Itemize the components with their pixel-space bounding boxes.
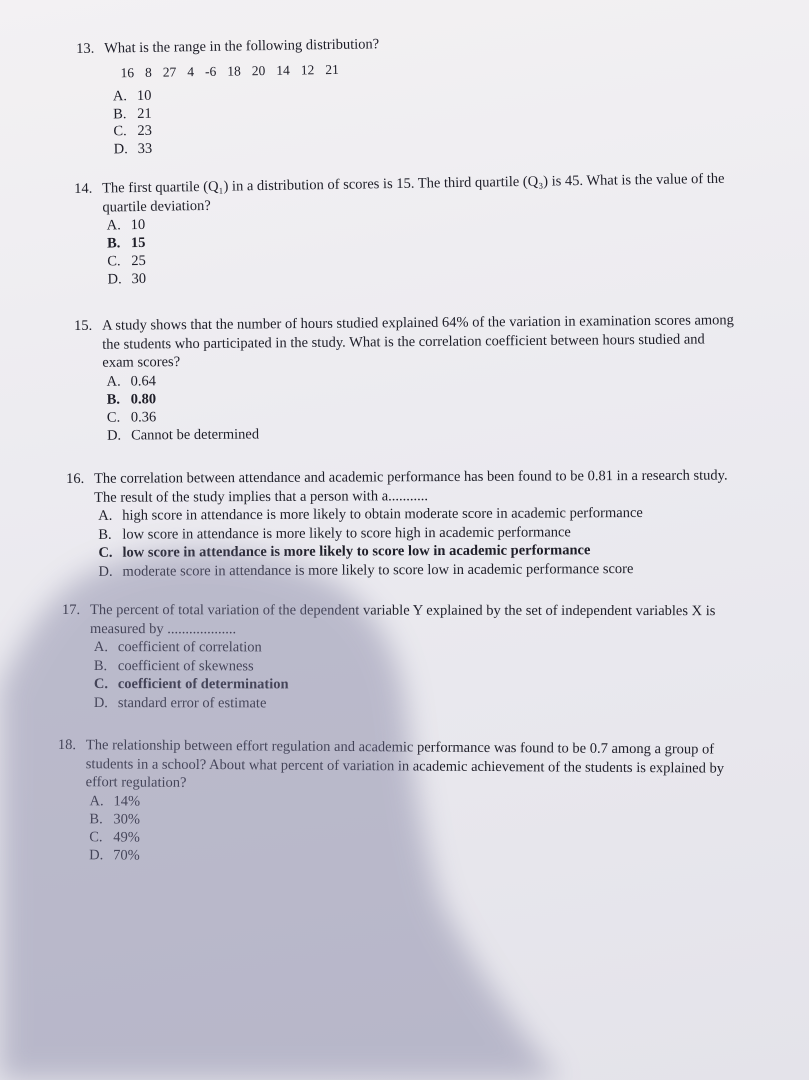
question-13 <box>76 35 381 159</box>
option-text: Cannot be determined <box>130 425 260 444</box>
question-16 <box>66 466 739 581</box>
option-d <box>94 694 744 714</box>
option-a <box>98 503 738 525</box>
question-number: 15. <box>74 317 93 334</box>
distribution-value: 16 <box>120 64 135 80</box>
question-stem <box>74 311 736 372</box>
option-letter: C. <box>113 123 127 140</box>
option-letter: A. <box>93 639 109 656</box>
option-text: 15 <box>130 234 146 252</box>
option-d <box>89 846 747 869</box>
option-list <box>77 84 381 159</box>
distribution-value: 27 <box>162 63 177 80</box>
option-letter: C. <box>106 409 121 426</box>
option-letter: C. <box>98 544 113 561</box>
option-text: high score in attendance is more likely to obtain moderate score in academic performance <box>122 504 643 524</box>
option-text: coefficient of skewness <box>117 657 254 674</box>
option-text: standard error of estimate <box>117 694 267 711</box>
option-letter: C. <box>93 676 108 693</box>
distribution-value: 14 <box>276 62 290 78</box>
question-number: 17. <box>61 602 81 619</box>
option-text: 23 <box>137 122 153 140</box>
option-letter: D. <box>107 271 122 288</box>
option-text: 30 <box>131 270 147 288</box>
option-list <box>66 503 738 581</box>
option-text: low score in attendance is more likely to score low in academic performance <box>122 542 591 561</box>
option-text: 70% <box>113 846 140 864</box>
question-text: A study shows that the number of hours studied explained 64% of the variation in examination scores among the students who participated in the study. What is the correlation coefficient between hours studied and exam scores? <box>102 312 734 371</box>
question-14 <box>74 170 738 289</box>
option-text: 21 <box>137 105 152 122</box>
option-letter: B. <box>106 235 121 252</box>
distribution-value: 20 <box>251 62 266 78</box>
option-letter: A. <box>112 88 128 105</box>
option-text: 30% <box>113 810 141 828</box>
option-letter: B. <box>113 105 127 122</box>
option-letter: A. <box>98 507 113 524</box>
option-letter: B. <box>93 657 108 674</box>
option-letter: A. <box>89 792 104 809</box>
question-stem <box>62 601 744 639</box>
option-text: 10 <box>136 87 152 105</box>
option-letter: D. <box>98 563 113 580</box>
option-list <box>57 791 747 868</box>
option-list <box>62 638 744 713</box>
question-text: The relationship between effort regulation and academic performance was found to be 0.7 among a group of students in a school? About what percent of variation in academic achievement of the students is explained by effort regulation? <box>85 737 725 791</box>
option-text: 10 <box>130 216 146 234</box>
option-d <box>98 559 738 581</box>
option-text: coefficient of correlation <box>117 639 262 656</box>
option-letter: D. <box>113 140 128 157</box>
option-text: 33 <box>137 140 153 157</box>
option-letter: B. <box>106 391 121 408</box>
option-letter: C. <box>107 253 121 270</box>
distribution-value: 21 <box>325 61 339 77</box>
option-a <box>94 638 744 658</box>
distribution-value: 12 <box>300 61 315 77</box>
question-stem <box>76 35 379 58</box>
distribution-value: 4 <box>187 63 195 79</box>
option-text: 14% <box>113 792 141 810</box>
option-text: 0.80 <box>130 390 157 408</box>
option-letter: D. <box>93 694 108 711</box>
option-text: low score in attendance is more likely to score high in academic performance <box>122 523 571 543</box>
option-list <box>74 367 737 445</box>
option-text: moderate score in attendance is more likely to score low in academic performance score <box>122 560 634 580</box>
question-17 <box>62 601 744 713</box>
option-text: 0.36 <box>130 408 157 426</box>
distribution-value: 18 <box>227 62 241 79</box>
question-stem <box>58 736 748 796</box>
option-letter: D. <box>89 846 104 863</box>
distribution-values <box>76 60 379 83</box>
question-18 <box>57 736 748 868</box>
option-d <box>114 137 381 159</box>
option-text: 49% <box>113 828 140 846</box>
question-text: What is the range in the following distribution? <box>104 36 380 57</box>
option-letter: B. <box>98 526 112 543</box>
question-text: The correlation between attendance and academic performance has been found to be 0.81 in a research study. The result of the study implies that a person with a........... <box>94 467 728 506</box>
option-c <box>94 675 744 695</box>
question-text: The first quartile (Q₁) in a distribution of scores is 15. The third quartile (Q₃) is 45. What is the value of the quartile deviation? <box>102 170 725 216</box>
option-letter: B. <box>89 810 103 827</box>
question-number: 13. <box>76 40 95 57</box>
option-letter: A. <box>106 373 121 390</box>
question-number: 16. <box>66 470 85 487</box>
question-stem <box>66 466 738 507</box>
option-list <box>75 207 738 289</box>
option-letter: A. <box>106 217 121 234</box>
option-b <box>94 657 744 677</box>
option-text: 0.64 <box>130 372 157 390</box>
option-text: coefficient of determination <box>117 676 289 693</box>
option-letter: D. <box>106 427 122 444</box>
question-number: 18. <box>57 737 77 754</box>
question-text: The percent of total variation of the dependent variable Y explained by the set of independent variables X is measured by ................... <box>89 602 716 637</box>
option-text: 25 <box>131 252 146 270</box>
distribution-value: 8 <box>144 64 152 80</box>
question-15 <box>74 311 737 444</box>
option-letter: C. <box>89 828 103 845</box>
distribution-value: -6 <box>204 63 217 79</box>
question-number: 14. <box>74 180 93 197</box>
